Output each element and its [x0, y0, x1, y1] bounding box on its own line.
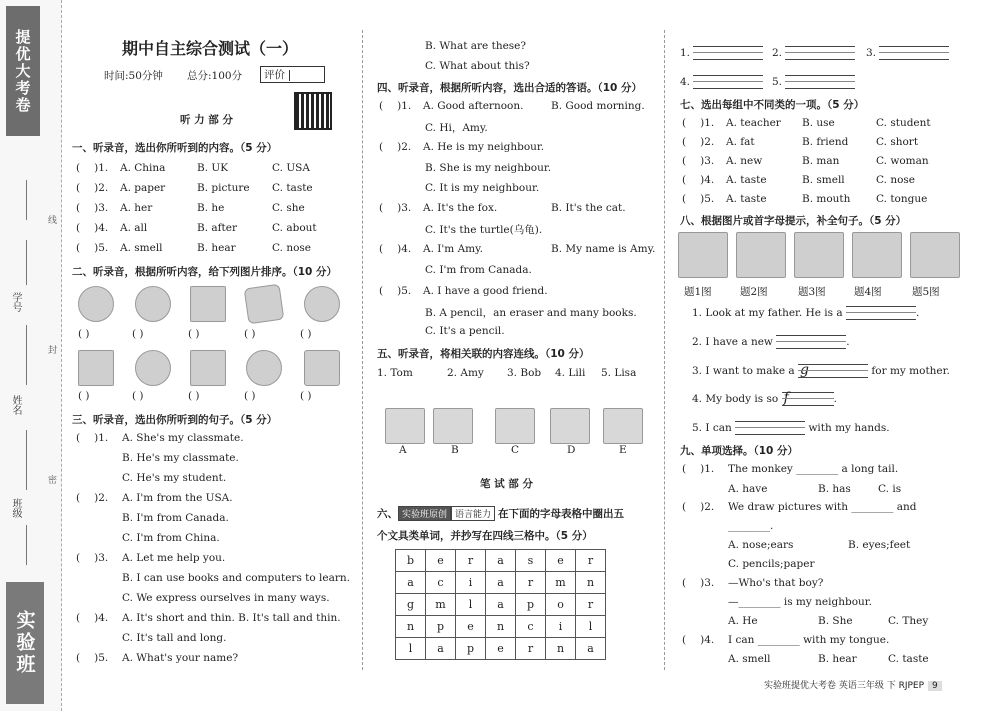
london-picture: [385, 408, 425, 444]
write-area-4[interactable]: 4.: [680, 75, 763, 89]
skill-badge: 语言能力: [451, 506, 495, 521]
grid-cell[interactable]: n: [486, 616, 516, 638]
answer-paren: ( ): [244, 390, 256, 402]
question: I can ________ with my tongue.: [728, 634, 890, 646]
option: A. He: [728, 615, 758, 627]
grid-cell[interactable]: e: [546, 550, 576, 572]
section-8-title: 八、根据图片或首字母提示，补全句子。（5 分）: [680, 215, 907, 227]
brand-top: 提优大考卷: [6, 6, 40, 136]
answer-paren: ( ): [300, 328, 312, 340]
option: C. she: [272, 202, 305, 214]
option: B. UK: [197, 162, 229, 174]
option: A. I have a good friend.: [423, 285, 548, 297]
grid-cell[interactable]: l: [456, 594, 486, 616]
option: A. taste: [726, 193, 767, 205]
divider: [26, 325, 27, 385]
fill-sentence-4: 4. My body is so f .: [692, 390, 837, 406]
grid-cell[interactable]: r: [516, 572, 546, 594]
option: C. It's a pencil.: [425, 325, 505, 337]
writing-picture: [910, 232, 960, 278]
grid-cell[interactable]: a: [576, 638, 606, 660]
section-9-title: 九、单项选择。（10 分）: [680, 445, 799, 457]
option: A. all: [120, 222, 148, 234]
match-name: 1. Tom: [377, 367, 413, 379]
option: C. short: [876, 136, 919, 148]
option: B. What are these?: [425, 40, 527, 52]
section-6-title-line2: 个文具类单词，并抄写在四线三格中。（5 分）: [377, 530, 593, 542]
picture-caption: 题1图: [684, 286, 712, 298]
option: B. use: [802, 117, 835, 129]
grid-row: [396, 572, 606, 594]
teacher-picture: [678, 232, 728, 278]
grid-row: [396, 616, 606, 638]
footer: [764, 678, 942, 691]
option: A. new: [726, 155, 763, 167]
option: C. tongue: [876, 193, 928, 205]
divider: [26, 525, 27, 565]
match-letter: D: [567, 444, 576, 456]
option: A. nose;ears: [728, 539, 794, 551]
answer-blank[interactable]: f: [782, 392, 834, 406]
grid-row: [396, 638, 606, 660]
option: B. My name is Amy.: [551, 243, 656, 255]
grid-cell[interactable]: l: [576, 616, 606, 638]
grid-cell[interactable]: l: [396, 638, 426, 660]
score-label: 总分:100分: [187, 70, 243, 82]
picture-caption: 题4图: [854, 286, 882, 298]
question: We draw pictures with ________ and: [728, 501, 917, 513]
option: A. have: [728, 483, 768, 495]
option: A. taste: [726, 174, 767, 186]
question: The monkey ________ a long tail.: [728, 463, 899, 475]
option: A. smell: [120, 242, 163, 254]
option: C. I'm from China.: [122, 532, 220, 544]
grid-row: [396, 550, 606, 572]
option: A. He is my neighbour.: [423, 141, 545, 153]
option: B. friend: [802, 136, 849, 148]
fill-sentence-5: 5. I can with my hands.: [692, 422, 890, 434]
option: B. smell: [802, 174, 845, 186]
section-6-title: 六、 实验班原创 语言能力 在下面的字母表格中圈出五: [377, 508, 625, 520]
option: B. She: [818, 615, 853, 627]
fat-man-picture: [78, 286, 114, 322]
picture-caption: 题5图: [912, 286, 940, 298]
grid-cell[interactable]: p: [516, 594, 546, 616]
answer-paren: ( ): [244, 328, 256, 340]
gift-picture: [304, 350, 340, 386]
match-letter: E: [619, 444, 627, 456]
bridge-picture: [190, 286, 226, 322]
match-letter: C: [511, 444, 520, 456]
label-name: 姓名: [10, 395, 21, 415]
match-name: 2. Amy: [447, 367, 484, 379]
grid-cell[interactable]: e: [426, 550, 456, 572]
card-picture: [244, 284, 285, 325]
grid-cell[interactable]: m: [426, 594, 456, 616]
option: B. She is my neighbour.: [425, 162, 552, 174]
fill-sentence-2: 2. I have a new .: [692, 336, 850, 348]
option: C. student: [876, 117, 931, 129]
answer-blank[interactable]: [735, 421, 805, 435]
grid-cell[interactable]: i: [546, 616, 576, 638]
option: C. pencils;paper: [728, 558, 815, 570]
option: C. It is my neighbour.: [425, 182, 540, 194]
answer-paren: ( ): [188, 390, 200, 402]
cut-mark: 线: [46, 215, 56, 224]
grid-cell[interactable]: a: [426, 638, 456, 660]
option: C. We express ourselves in many ways.: [122, 592, 330, 604]
city-picture: [190, 350, 226, 386]
option: C. What about this?: [425, 60, 530, 72]
grid-cell[interactable]: c: [426, 572, 456, 594]
grid-cell[interactable]: p: [456, 638, 486, 660]
grid-cell[interactable]: s: [516, 550, 546, 572]
option: C. about: [272, 222, 317, 234]
question: —Who's that boy?: [728, 577, 824, 589]
answer-blank[interactable]: [776, 335, 846, 349]
answer-paren: ( ): [132, 328, 144, 340]
answer-paren: ( ): [78, 328, 90, 340]
grid-cell[interactable]: r: [456, 550, 486, 572]
option: A. teacher: [726, 117, 781, 129]
toronto-picture: [550, 408, 590, 444]
option: A. I'm Amy.: [423, 243, 484, 255]
picture-caption: 题3图: [798, 286, 826, 298]
option: C. He's my student.: [122, 472, 227, 484]
option: B. he: [197, 202, 225, 214]
grid-cell[interactable]: n: [576, 572, 606, 594]
option: B. I can use books and computers to learn.: [122, 572, 351, 584]
option: A. It's short and thin. B. It's tall and thin.: [122, 612, 341, 624]
answer-blank[interactable]: [846, 306, 916, 320]
great-wall-picture: [495, 408, 535, 444]
answer-paren: ( ): [188, 328, 200, 340]
option: B. after: [197, 222, 237, 234]
gift-picture: [794, 232, 844, 278]
girl-picture: [135, 286, 171, 322]
section-2-title: 二、听录音，根据所听内容，给下列图片排序。（10 分）: [72, 266, 338, 278]
footer-text: 实验班提优大考卷 英语三年级 下 RJPEP: [764, 681, 925, 691]
merlion-picture: [603, 408, 643, 444]
option: A. Good afternoon.: [423, 100, 524, 112]
option: B. He's my classmate.: [122, 452, 239, 464]
option: A. I'm from the USA.: [122, 492, 233, 504]
option: B. hear: [197, 242, 236, 254]
fat-man-picture: [852, 232, 902, 278]
original-badge: 实验班原创: [398, 506, 451, 521]
option: B. eyes;feet: [848, 539, 911, 551]
monkey-picture: [135, 350, 171, 386]
option: C. They: [888, 615, 929, 627]
grid-row: [396, 594, 606, 616]
option: C. taste: [272, 182, 313, 194]
grid-cell[interactable]: p: [426, 616, 456, 638]
match-name: 4. Lili: [555, 367, 586, 379]
option: C. It's the turtle(乌龟).: [425, 224, 543, 236]
option: C. taste: [888, 653, 929, 665]
grid-cell[interactable]: n: [396, 616, 426, 638]
write-area-1[interactable]: 1.: [680, 46, 763, 60]
option: B. A pencil，an eraser and many books.: [425, 307, 637, 319]
match-name: 5. Lisa: [601, 367, 637, 379]
grid-cell[interactable]: e: [456, 616, 486, 638]
option: B. mouth: [802, 193, 851, 205]
question: ________.: [728, 520, 774, 532]
option: A. Let me help you.: [122, 552, 226, 564]
fill-sentence-1: 1. Look at my father. He is a .: [692, 307, 920, 319]
option: A. It's the fox.: [423, 202, 498, 214]
fill-sentence-3: 3. I want to make a g for my mother.: [692, 362, 950, 378]
column-separator: [664, 30, 665, 670]
option: A. fat: [726, 136, 755, 148]
match-name: 3. Bob: [507, 367, 542, 379]
grid-cell[interactable]: b: [396, 550, 426, 572]
column-separator: [362, 30, 363, 670]
option: C. nose: [272, 242, 312, 254]
grid-cell[interactable]: a: [486, 594, 516, 616]
eval-label: 评价: [264, 69, 285, 81]
write-area-3[interactable]: 3.: [866, 46, 949, 60]
option: C. I'm from Canada.: [425, 264, 532, 276]
option: A. She's my classmate.: [122, 432, 244, 444]
page-title: 期中自主综合测试（一）: [122, 39, 299, 58]
computer-picture: [78, 350, 114, 386]
label-student-id: 学号: [10, 292, 21, 312]
option: C. It's tall and long.: [122, 632, 227, 644]
eval-box: [260, 66, 325, 83]
grid-cell[interactable]: r: [576, 550, 606, 572]
option: B. hear: [818, 653, 857, 665]
grid-cell[interactable]: o: [546, 594, 576, 616]
page-number: 9: [928, 681, 942, 691]
write-area-5[interactable]: 5.: [772, 75, 855, 89]
section-3-title: 三、听录音，选出你所听到的句子。（5 分）: [72, 414, 278, 426]
option: A. What's your name?: [122, 652, 239, 664]
golden-gate-picture: [433, 408, 473, 444]
option: B. I'm from Canada.: [122, 512, 229, 524]
option: C. nose: [876, 174, 916, 186]
time-label: 时间:50分钟: [104, 70, 163, 82]
picture-caption: 题2图: [740, 286, 768, 298]
option: A. paper: [120, 182, 166, 194]
option: C. Hi，Amy.: [425, 122, 488, 134]
option: C. USA: [272, 162, 310, 174]
written-section-title: 笔 试 部 分: [480, 478, 533, 490]
section-1-title: 一、听录音，选出你所听到的内容。（5 分）: [72, 142, 278, 154]
answer-paren: ( ): [132, 390, 144, 402]
divider: [26, 430, 27, 490]
option: B. has: [818, 483, 851, 495]
answer-paren: ( ): [78, 390, 90, 402]
option: B. It's the cat.: [551, 202, 626, 214]
match-letter: A: [399, 444, 407, 456]
match-letter: B: [451, 444, 459, 456]
question: —________ is my neighbour.: [728, 596, 872, 608]
grid-cell[interactable]: m: [546, 572, 576, 594]
grid-cell[interactable]: a: [486, 572, 516, 594]
answer-paren: ( ): [300, 390, 312, 402]
option: A. China: [120, 162, 166, 174]
qr-code-icon: [294, 92, 332, 130]
label-class: 班级: [10, 498, 21, 518]
boy-picture: [246, 350, 282, 386]
woman-picture: [304, 286, 340, 322]
answer-blank[interactable]: g: [798, 364, 868, 378]
section-7-title: 七、选出每组中不同类的一项。（5 分）: [680, 99, 865, 111]
grid-cell[interactable]: a: [396, 572, 426, 594]
section-4-title: 四、听录音，根据所听内容，选出合适的答语。（10 分）: [377, 82, 643, 94]
section-5-title: 五、听录音，将相关联的内容连线。（10 分）: [377, 348, 590, 360]
divider: [26, 180, 27, 220]
option: A. her: [120, 202, 153, 214]
option: A. smell: [728, 653, 771, 665]
grid-cell[interactable]: g: [396, 594, 426, 616]
binding-strip: [0, 0, 62, 711]
option: B. man: [802, 155, 840, 167]
divider: [26, 240, 27, 285]
grid-cell[interactable]: i: [456, 572, 486, 594]
cut-mark: 密: [46, 475, 56, 484]
grid-cell[interactable]: r: [516, 638, 546, 660]
option: B. Good morning.: [551, 100, 645, 112]
brand-bottom: 实验班: [6, 582, 44, 704]
grid-cell[interactable]: c: [516, 616, 546, 638]
grid-cell[interactable]: n: [546, 638, 576, 660]
grid-cell[interactable]: r: [576, 594, 606, 616]
cut-mark: 封: [46, 345, 56, 354]
listening-section-title: 听 力 部 分: [180, 114, 233, 126]
option: C. is: [878, 483, 902, 495]
option: C. woman: [876, 155, 929, 167]
option: B. picture: [197, 182, 250, 194]
computer-picture: [736, 232, 786, 278]
letter-grid: [395, 549, 606, 660]
grid-cell[interactable]: e: [486, 638, 516, 660]
write-area-2[interactable]: 2.: [772, 46, 855, 60]
grid-cell[interactable]: a: [486, 550, 516, 572]
